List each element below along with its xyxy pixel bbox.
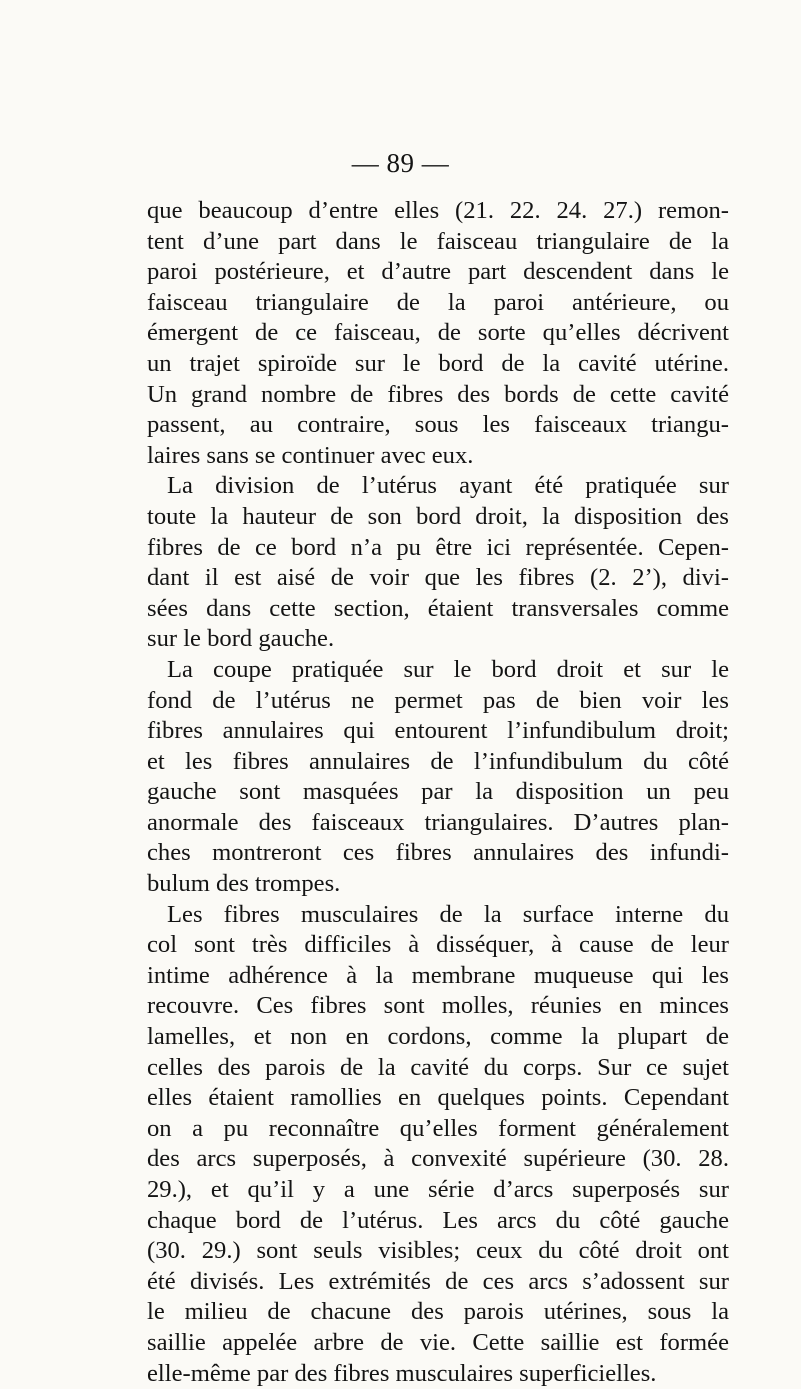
text-line: bulum des trompes. (147, 870, 341, 898)
text-line: 29.), et qu’il y a une série d’arcs superposés sur (147, 1176, 729, 1203)
text-line: tent d’une part dans le faisceau triangulaire de la (147, 227, 729, 255)
text-line: chaque bord de l’utérus. Les arcs du côté gauche (147, 1206, 729, 1234)
text-line: anormale des faisceaux triangulaires. D’autres plan- (147, 808, 729, 836)
text-line: sur le bord gauche. (147, 625, 335, 653)
text-line: que beaucoup d’entre elles (21. 22. 24. 27.) remon- (147, 197, 729, 224)
text-line: fibres annulaires qui entourent l’infundibulum droit; (147, 717, 729, 745)
text-line: paroi postérieure, et d’autre part descendent dans le (147, 258, 729, 286)
text-line: gauche sont masquées par la disposition un peu (147, 778, 729, 806)
text-line: fibres de ce bord n’a pu être ici représentée. Cepen- (147, 533, 729, 561)
text-line: et les fibres annulaires de l’infundibulum du côté (147, 747, 729, 775)
text-line: Les fibres musculaires de la surface interne du (167, 900, 729, 928)
page-number: — 89 — (351, 148, 450, 178)
text-line: La division de l’utérus ayant été pratiquée sur (167, 472, 729, 500)
text-line: (30. 29.) sont seuls visibles; ceux du côté droit ont (147, 1237, 729, 1265)
text-line: toute la hauteur de son bord droit, la disposition des (147, 502, 729, 530)
text-line: ches montreront ces fibres annulaires des infundi- (147, 839, 729, 867)
text-line: le milieu de chacune des parois utérines, sous la (147, 1298, 729, 1326)
text-line: des arcs superposés, à convexité supérieure (30. 28. (147, 1145, 729, 1173)
text-line: un trajet spiroïde sur le bord de la cavité utérine. (147, 349, 729, 377)
text-line: intime adhérence à la membrane muqueuse qui les (147, 961, 729, 989)
text-line: laires sans se continuer avec eux. (147, 441, 474, 469)
text-line: Un grand nombre de fibres des bords de cette cavité (147, 380, 729, 408)
body-text (147, 196, 729, 1389)
text-line: lamelles, et non en cordons, comme la plupart de (147, 1023, 729, 1051)
text-line: fond de l’utérus ne permet pas de bien voir les (147, 686, 729, 714)
text-line: celles des parois de la cavité du corps. Sur ce sujet (147, 1053, 729, 1081)
text-line: elle-même par des fibres musculaires superficielles. (147, 1359, 657, 1387)
text-line: recouvre. Ces fibres sont molles, réunies en minces (147, 992, 729, 1020)
text-line: sées dans cette section, étaient transversales comme (147, 594, 729, 622)
text-line: on a pu reconnaître qu’elles forment généralement (147, 1114, 729, 1142)
text-line: faisceau triangulaire de la paroi antérieure, ou (147, 288, 729, 316)
text-line: saillie appelée arbre de vie. Cette saillie est formée (147, 1328, 729, 1356)
text-line: elles étaient ramollies en quelques points. Cependant (147, 1084, 729, 1112)
text-line: passent, au contraire, sous les faisceaux triangu- (147, 411, 729, 439)
text-line: été divisés. Les extrémités de ces arcs s’adossent sur (147, 1267, 729, 1295)
text-line: dant il est aisé de voir que les fibres (2. 2’), divi- (147, 564, 729, 592)
text-line: col sont très difficiles à disséquer, à cause de leur (147, 931, 729, 959)
text-line: émergent de ce faisceau, de sorte qu’elles décrivent (147, 319, 729, 347)
text-line: La coupe pratiquée sur le bord droit et sur le (167, 655, 729, 683)
